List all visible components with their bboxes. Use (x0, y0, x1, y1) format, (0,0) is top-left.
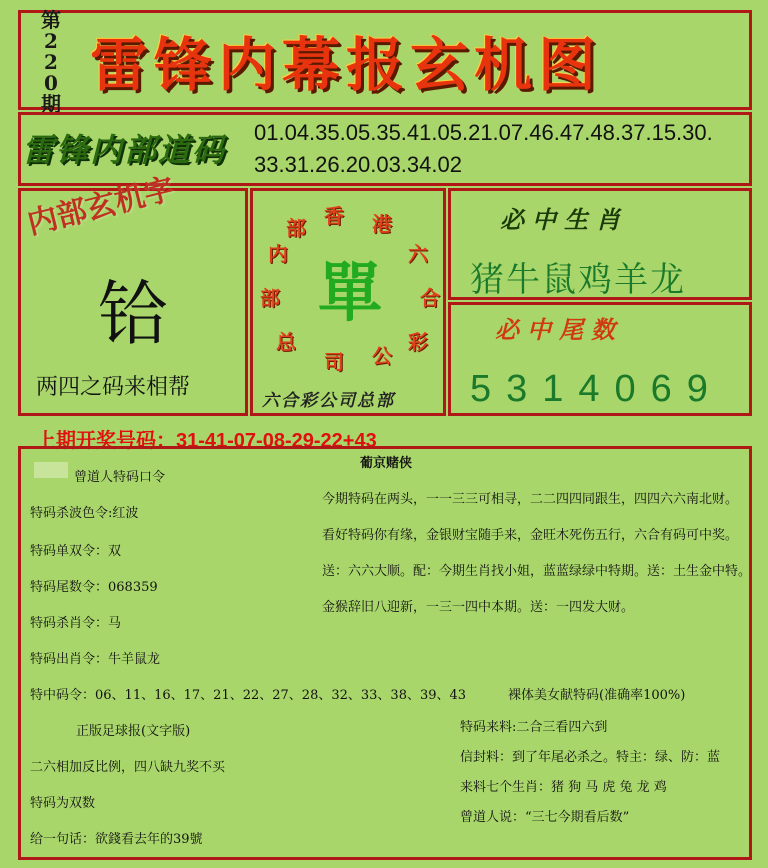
ring-char: 部 (260, 286, 280, 310)
right-subtitle: 裸体美女献特码(准确率100%) (508, 688, 686, 703)
left-line: 特码出肖令：牛羊鼠龙 (30, 652, 161, 667)
right-line: 信封料：到了年尾必杀之。特主：绿、防：蓝 (460, 750, 721, 765)
page-title: 雷锋内幕报玄机图 (90, 31, 603, 99)
right-line: 金猴辞旧八迎新，一三一四中本期。送：一四发大财。 (322, 600, 635, 615)
issue-char: 第 (41, 8, 61, 32)
ring-char: 内 (268, 242, 288, 266)
left-line: 曾道人特码口令 (74, 470, 166, 485)
numbers-line-2: 33.31.26.20.03.34.02 (254, 152, 462, 177)
tail-values: 5314069 (470, 368, 723, 410)
center-char: 單 (318, 256, 382, 331)
right-line: 看好特码你有缘，金银财宝随手来，金旺木死伤五行，六合有码可中奖。 (322, 528, 739, 543)
left-line: 特码为双数 (30, 796, 96, 811)
issue-char: 期 (41, 92, 61, 116)
numbers-label: 雷锋内部道码 (22, 131, 227, 169)
last-draw: 上期开奖号码：31-41-07-08-29-22+43 (36, 430, 377, 452)
ring-char: 彩 (408, 330, 428, 354)
right-line: 特码来料:二合三看四六到 (460, 720, 608, 735)
ring-char: 总 (276, 330, 296, 354)
right-line: 来料七个生肖：猪 狗 马 虎 兔 龙 鸡 (460, 780, 667, 795)
left-line: 特码尾数令：068359 (30, 580, 158, 595)
ring-char: 香 (324, 204, 344, 228)
center-footer: 六合彩公司总部 (262, 391, 395, 411)
left-line: 特中码令：06、11、16、17、21、22、27、28、32、33、38、39、43 (30, 688, 467, 703)
right-line: 送：六六大顺。配：今期生肖找小姐，蓝蓝绿绿中特期。送：土生金中特。 (322, 564, 752, 579)
left-line: 二六相加反比例，四八缺九奖不买 (30, 760, 226, 775)
blank-patch (34, 462, 68, 478)
zodiac-title: 必中生肖 (500, 205, 628, 234)
issue-number (36, 10, 66, 115)
left-line: 特码杀波色令:红波 (30, 506, 139, 521)
issue-char: 2 (44, 50, 58, 74)
issue-char: 0 (44, 71, 58, 95)
ring-char: 司 (324, 350, 344, 374)
left-line: 给一句话：欲錢看去年的39號 (30, 832, 203, 847)
ring-char: 合 (420, 286, 440, 310)
right-line: 今期特码在两头，一一三三可相寻，二二四四同跟生，四四六六南北财。 (322, 492, 739, 507)
numbers-line-1: 01.04.35.05.35.41.05.21.07.46.47.48.37.15.30. (254, 120, 713, 145)
left-line: 正版足球报(文字版) (76, 724, 191, 739)
ring-char: 部 (286, 216, 306, 240)
mystery-char: 铪 (98, 273, 168, 355)
mystery-title: 内部玄机字 (23, 171, 178, 242)
ring-char: 六 (408, 242, 428, 266)
right-title: 葡京赌侠 (360, 456, 413, 471)
zodiac-values: 猪牛鼠鸡羊龙 (470, 260, 686, 300)
issue-char: 2 (44, 29, 58, 53)
ring-char: 公 (372, 344, 392, 368)
left-line: 特码杀肖令：马 (30, 616, 122, 631)
right-line: 曾道人说：“三七今期看后数” (460, 810, 630, 825)
tail-title: 必中尾数 (495, 315, 623, 344)
ring-char: 港 (372, 212, 392, 236)
left-line: 特码单双令：双 (30, 544, 122, 559)
mystery-hint: 两四之码来相帮 (36, 375, 191, 400)
